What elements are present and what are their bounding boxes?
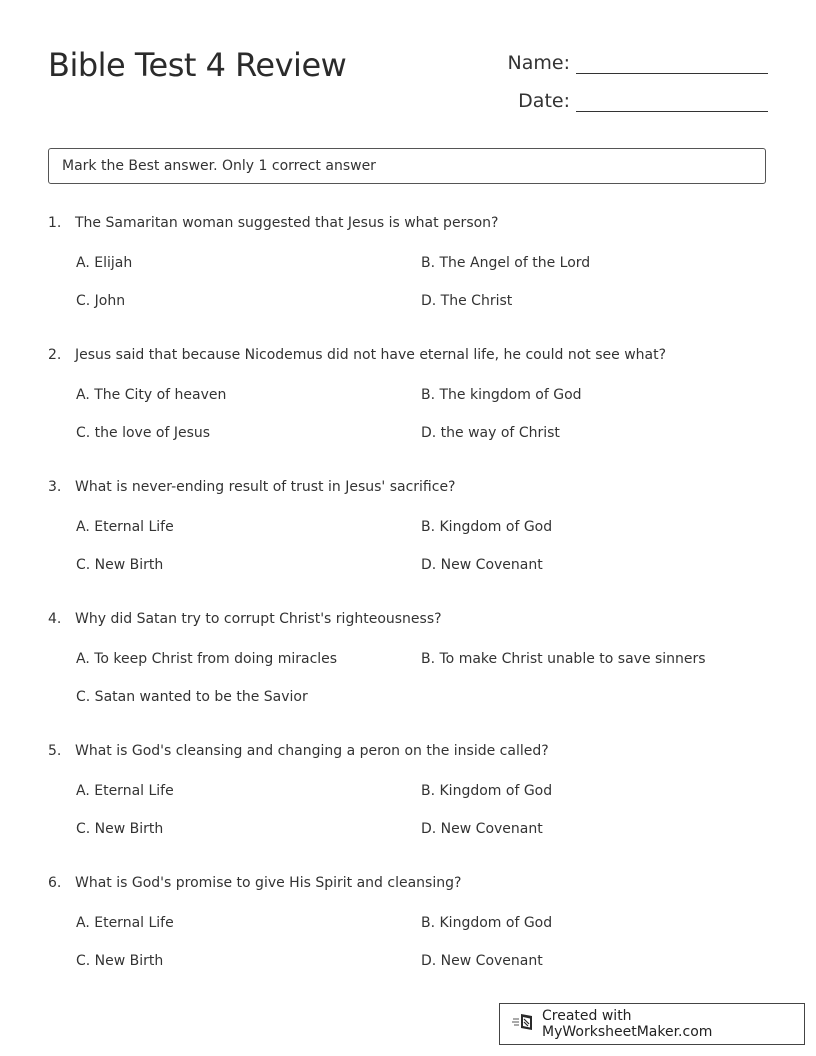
question-5 [48,742,768,837]
question-1 [48,214,768,309]
question-4 [48,610,768,705]
question-prompt: What is never-ending result of trust in Jesus' sacrifice? [75,479,456,495]
option-d[interactable]: D. New Covenant [421,953,543,969]
question-3 [48,478,768,573]
option-a[interactable]: A. Eternal Life [76,783,174,799]
option-d[interactable]: D. New Covenant [421,557,543,573]
option-b[interactable]: B. Kingdom of God [421,519,553,535]
question-number: 3. [48,479,62,495]
question-number: 2. [48,347,62,363]
option-a[interactable]: A. Elijah [76,255,133,271]
option-d[interactable]: D. The Christ [421,293,513,309]
question-prompt: Why did Satan try to corrupt Christ's righteousness? [75,611,442,627]
option-d[interactable]: D. New Covenant [421,821,543,837]
question-text [48,742,768,760]
question-number: 1. [48,215,62,231]
name-field-row [500,52,768,74]
name-line[interactable] [576,53,768,74]
option-c[interactable]: C. the love of Jesus [76,425,211,441]
option-b[interactable]: B. To make Christ unable to save sinners [421,651,706,667]
worksheet-maker-logo-icon [512,1012,542,1036]
option-a[interactable]: A. To keep Christ from doing miracles [76,651,338,667]
option-c[interactable]: C. New Birth [76,821,164,837]
question-number: 6. [48,875,62,891]
question-text [48,214,768,232]
question-prompt: What is God's promise to give His Spirit and cleansing? [75,875,462,891]
option-c[interactable]: C. New Birth [76,557,164,573]
question-text [48,610,768,628]
question-6 [48,874,768,969]
footer-credit-badge[interactable] [499,1003,805,1045]
option-b[interactable]: B. Kingdom of God [421,783,553,799]
question-2 [48,346,768,441]
option-a[interactable]: A. Eternal Life [76,915,174,931]
question-prompt: What is God's cleansing and changing a peron on the inside called? [75,743,549,759]
footer-credit-text: Created with MyWorksheetMaker.com [542,1008,713,1040]
option-a[interactable]: A. Eternal Life [76,519,174,535]
question-number: 5. [48,743,62,759]
option-c[interactable]: C. Satan wanted to be the Savior [76,689,308,705]
name-label: Name: [507,52,570,74]
option-c[interactable]: C. John [76,293,126,309]
question-prompt: The Samaritan woman suggested that Jesus is what person? [75,215,499,231]
option-a[interactable]: A. The City of heaven [76,387,227,403]
page-title: Bible Test 4 Review [48,46,347,84]
date-field-row [500,90,768,112]
question-text [48,478,768,496]
date-label: Date: [518,90,570,112]
question-text [48,874,768,892]
instructions-box: Mark the Best answer. Only 1 correct answer [48,148,766,184]
question-text [48,346,768,364]
question-prompt: Jesus said that because Nicodemus did not have eternal life, he could not see what? [75,347,667,363]
question-number: 4. [48,611,62,627]
option-c[interactable]: C. New Birth [76,953,164,969]
date-line[interactable] [576,91,768,112]
option-b[interactable]: B. Kingdom of God [421,915,553,931]
option-d[interactable]: D. the way of Christ [421,425,560,441]
option-b[interactable]: B. The kingdom of God [421,387,582,403]
option-b[interactable]: B. The Angel of the Lord [421,255,591,271]
